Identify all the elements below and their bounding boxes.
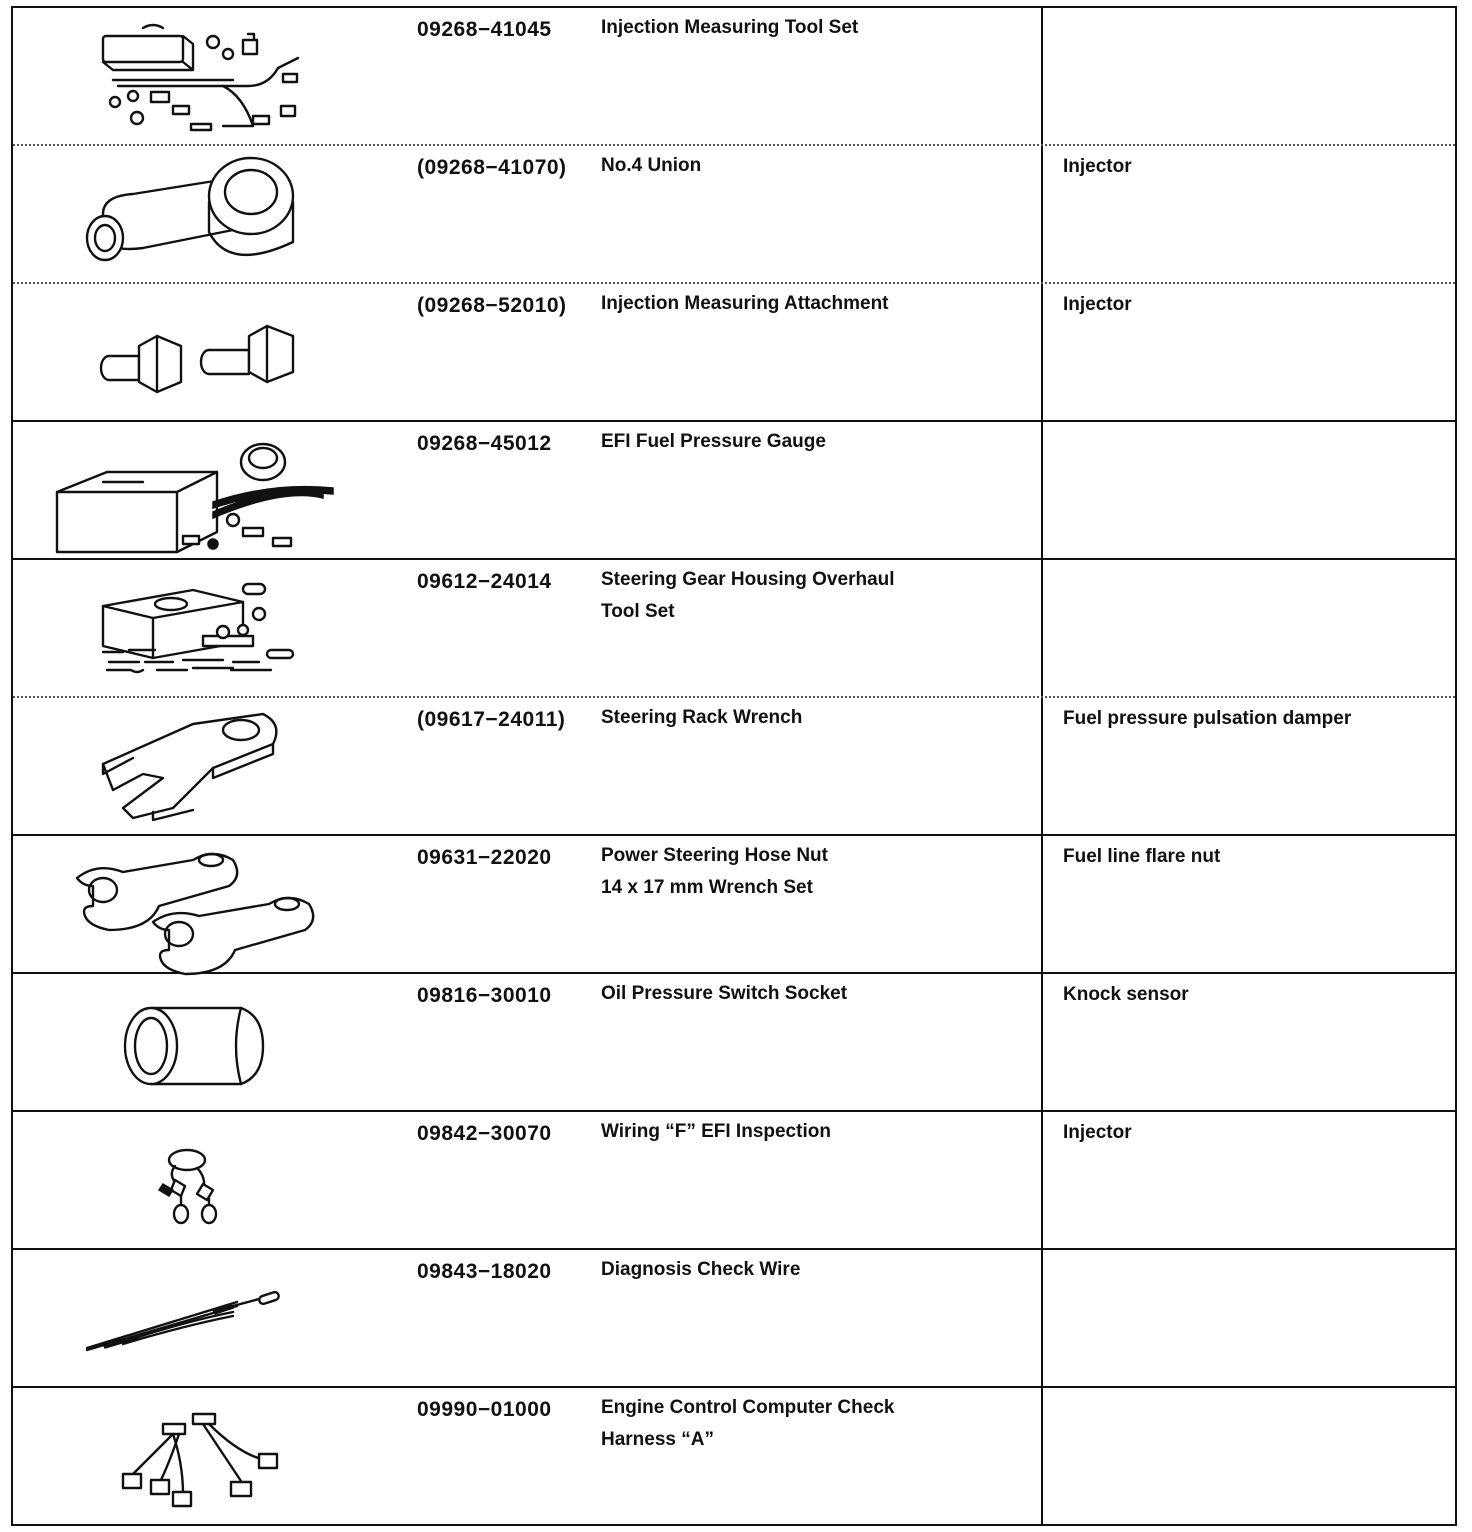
- column-divider: [1041, 1250, 1043, 1386]
- tool-usage: Fuel line flare nut: [1063, 846, 1221, 867]
- tool-name: Oil Pressure Switch Socket: [601, 983, 848, 1004]
- column-divider: [1041, 560, 1043, 696]
- check-harness-icon: [63, 1394, 343, 1518]
- table-row: [13, 1388, 1455, 1526]
- measuring-attachment-icon: [63, 290, 343, 414]
- table-row: [13, 698, 1455, 836]
- table-row: [13, 8, 1455, 146]
- tool-usage: Injector: [1063, 156, 1132, 177]
- column-divider: [1041, 284, 1043, 420]
- tool-name: Engine Control Computer Check Harness “A”: [601, 1397, 895, 1450]
- rack-wrench-icon: [63, 704, 343, 828]
- part-number: 09612−24014: [417, 570, 552, 593]
- part-number: (09268−41070): [417, 156, 567, 179]
- tool-name: Injection Measuring Attachment: [601, 293, 889, 314]
- injection-measuring-tool-set-icon: [63, 14, 343, 138]
- tool-name: Steering Rack Wrench: [601, 707, 803, 728]
- part-number: 09631−22020: [417, 846, 552, 869]
- tool-name: Wiring “F” EFI Inspection: [601, 1121, 831, 1142]
- table-row: [13, 836, 1455, 974]
- inspection-wiring-icon: [63, 1118, 343, 1242]
- tool-name: No.4 Union: [601, 155, 702, 176]
- tool-usage: Injector: [1063, 294, 1132, 315]
- column-divider: [1041, 8, 1043, 144]
- part-number: 09816−30010: [417, 984, 552, 1007]
- part-number: 09990−01000: [417, 1398, 552, 1421]
- tool-name: Injection Measuring Tool Set: [601, 17, 859, 38]
- part-number: 09843−18020: [417, 1260, 552, 1283]
- table-row: [13, 1112, 1455, 1250]
- overhaul-tool-set-icon: [63, 566, 343, 690]
- column-divider: [1041, 836, 1043, 972]
- tool-usage: Fuel pressure pulsation damper: [1063, 708, 1352, 729]
- tool-name: Power Steering Hose Nut 14 x 17 mm Wrench Set: [601, 845, 828, 898]
- part-number: (09268−52010): [417, 294, 567, 317]
- fuel-pressure-gauge-kit-icon: [63, 428, 343, 552]
- table-row: [13, 1250, 1455, 1388]
- part-number: 09268−41045: [417, 18, 552, 41]
- part-number: 09842−30070: [417, 1122, 552, 1145]
- table-row: [13, 560, 1455, 698]
- tool-name: EFI Fuel Pressure Gauge: [601, 431, 826, 452]
- column-divider: [1041, 698, 1043, 834]
- flare-nut-wrench-set-icon: [63, 842, 343, 966]
- table-row: [13, 422, 1455, 560]
- column-divider: [1041, 1388, 1043, 1524]
- tool-name: Steering Gear Housing Overhaul Tool Set: [601, 569, 895, 622]
- part-number: 09268−45012: [417, 432, 552, 455]
- column-divider: [1041, 422, 1043, 558]
- part-number: (09617−24011): [417, 708, 566, 731]
- tool-usage: Injector: [1063, 1122, 1132, 1143]
- table-row: [13, 974, 1455, 1112]
- table-row: [13, 146, 1455, 284]
- tool-name: Diagnosis Check Wire: [601, 1259, 801, 1280]
- union-fitting-icon: [63, 152, 343, 276]
- socket-icon: [63, 980, 343, 1104]
- table-row: [13, 284, 1455, 422]
- special-service-tools-table: [11, 6, 1457, 1526]
- column-divider: [1041, 1112, 1043, 1248]
- check-wire-icon: [63, 1256, 343, 1380]
- tool-usage: Knock sensor: [1063, 984, 1189, 1005]
- column-divider: [1041, 146, 1043, 282]
- column-divider: [1041, 974, 1043, 1110]
